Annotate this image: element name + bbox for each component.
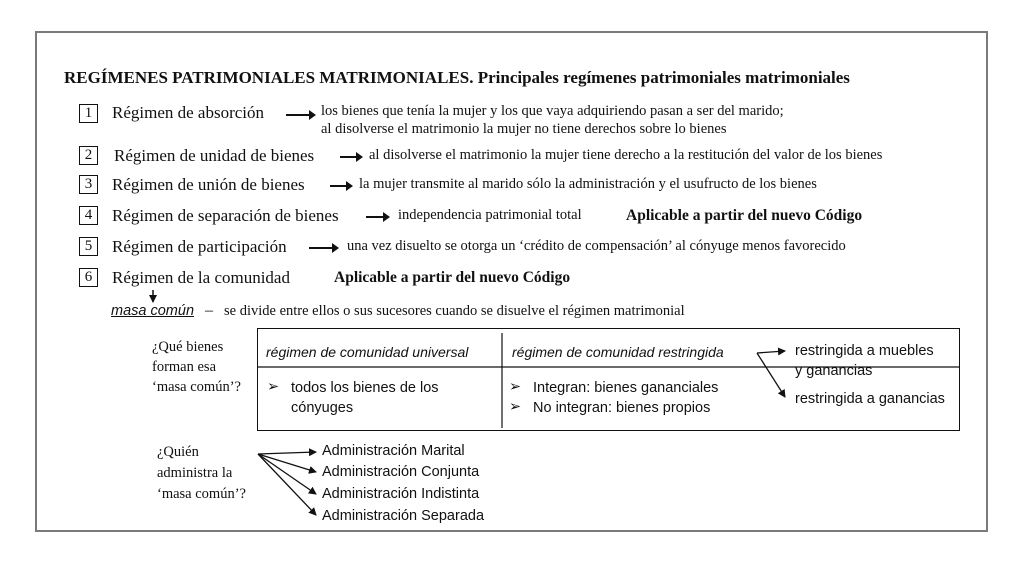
universal-item-line2: cónyuges (291, 400, 354, 416)
administration-item-1: Administración Marital (322, 443, 465, 459)
question1-line2: forman esa (152, 359, 217, 375)
restringida-option-1-line2: y ganancias (795, 363, 873, 379)
bullet-icon: ➢ (267, 379, 280, 395)
restringida-option-1-line1: restringida a muebles (795, 343, 934, 359)
regime-label-1: Régimen de absorción (112, 103, 265, 122)
regime-desc-1b: al disolverse el matrimonio la mujer no tiene derechos sobre lo bienes (321, 121, 727, 137)
regime-desc-3: la mujer transmite al marido sólo la administración y el usufructo de los bienes (359, 176, 817, 192)
regime-label-4: Régimen de separación de bienes (112, 206, 339, 225)
arrow-right-icon (757, 351, 785, 353)
regime-number-6: 6 (79, 268, 98, 287)
question2-line1: ¿Quién (157, 444, 199, 460)
administration-item-4: Administración Separada (322, 508, 485, 524)
regime-number-2: 2 (79, 146, 98, 165)
question2-line2: administra la (157, 465, 233, 481)
regime-label-5: Régimen de participación (112, 237, 287, 256)
regime-number-4: 4 (79, 206, 98, 225)
bullet-icon: ➢ (509, 399, 522, 415)
regime-note-6: Aplicable a partir del nuevo Código (334, 269, 571, 286)
regime-label-2: Régimen de unidad de bienes (114, 146, 315, 165)
question1-line1: ¿Qué bienes (152, 339, 224, 355)
administration-item-3: Administración Indistinta (322, 486, 480, 502)
arrow-right-icon (258, 454, 316, 494)
regime-desc-1a: los bienes que tenía la mujer y los que vaya adquiriendo pasan a ser del marido; (321, 103, 784, 119)
restringida-option-2: restringida a ganancias (795, 391, 945, 407)
page-title: REGÍMENES PATRIMONIALES MATRIMONIALES. Principales regímenes patrimoniales matrimoniales (64, 68, 850, 87)
regime-label-6: Régimen de la comunidad (112, 268, 290, 287)
masa-comun-term: masa común (111, 303, 195, 319)
regime-number-1: 1 (79, 104, 98, 123)
table-header-universal: régimen de comunidad universal (266, 344, 469, 360)
question2-line3: ‘masa común’? (157, 486, 246, 502)
arrow-right-icon (757, 353, 785, 397)
regime-number-3: 3 (79, 175, 98, 194)
question1-line3: ‘masa común’? (152, 379, 241, 395)
regime-desc-4: independencia patrimonial total (398, 207, 582, 223)
table-header-restringida: régimen de comunidad restringida (512, 344, 724, 360)
regime-number-5: 5 (79, 237, 98, 256)
regime-desc-2: al disolverse el matrimonio la mujer tiene derecho a la restitución del valor de los bienes (369, 147, 883, 163)
regime-note-4: Aplicable a partir del nuevo Código (626, 207, 863, 224)
masa-comun-desc: se divide entre ellos o sus sucesores cuando se disuelve el régimen matrimonial (224, 303, 685, 319)
universal-item-line1: todos los bienes de los (291, 380, 439, 396)
regime-desc-5: una vez disuelto se otorga un ‘crédito de compensación’ al cónyuge menos favorecido (347, 238, 846, 254)
bullet-icon: ➢ (509, 379, 522, 395)
regime-label-3: Régimen de unión de bienes (112, 175, 305, 194)
administration-item-2: Administración Conjunta (322, 464, 480, 480)
masa-comun-dash: – (205, 302, 213, 319)
restringida-item-2: No integran: bienes propios (533, 400, 711, 416)
restringida-item-1: Integran: bienes gananciales (533, 380, 719, 396)
arrow-right-icon (258, 452, 316, 454)
